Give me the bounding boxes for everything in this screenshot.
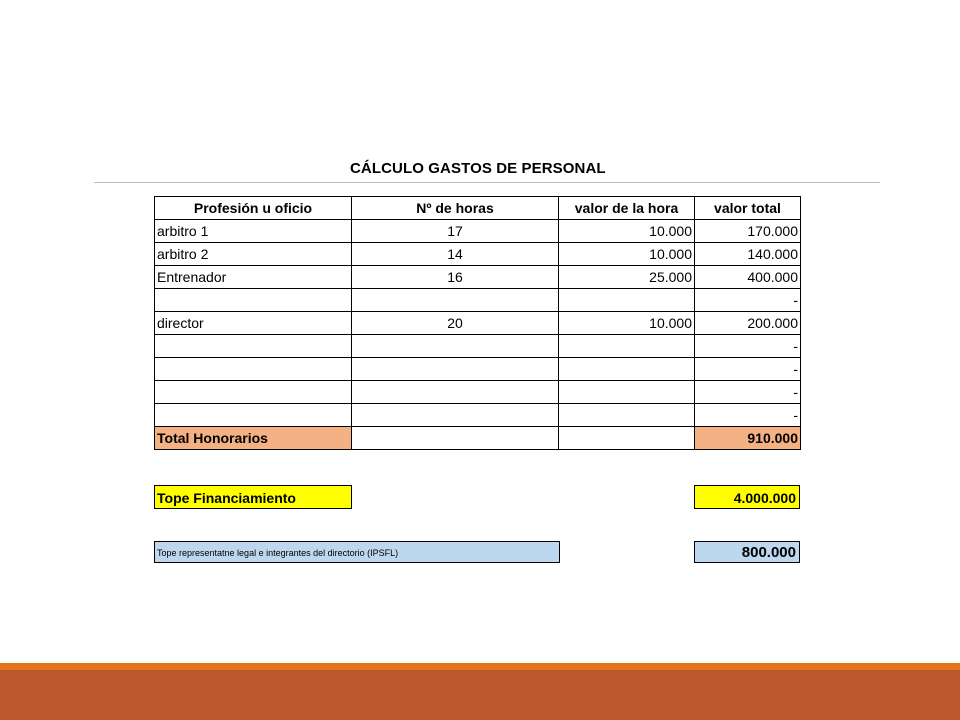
hours-cell[interactable] (352, 358, 559, 381)
hours-cell[interactable] (352, 381, 559, 404)
profession-cell[interactable]: director (155, 312, 352, 335)
hourly-rate-cell[interactable] (559, 358, 695, 381)
page-title: CÁLCULO GASTOS DE PERSONAL (350, 160, 606, 177)
hours-cell[interactable] (352, 335, 559, 358)
hourly-rate-cell[interactable]: 10.000 (559, 312, 695, 335)
table-row (155, 312, 801, 335)
footer-accent-stripe (0, 663, 960, 670)
table-row (155, 404, 801, 427)
table-row (155, 358, 801, 381)
hourly-rate-cell[interactable]: 10.000 (559, 220, 695, 243)
total-value-cell[interactable]: 200.000 (695, 312, 801, 335)
total-row (155, 427, 801, 450)
hourly-rate-cell[interactable]: 10.000 (559, 243, 695, 266)
hours-cell[interactable]: 17 (352, 220, 559, 243)
footer-bar (0, 670, 960, 720)
profession-cell[interactable] (155, 381, 352, 404)
profession-cell[interactable] (155, 335, 352, 358)
header-cell: valor total (695, 197, 801, 220)
table-row (155, 335, 801, 358)
total-value-cell[interactable]: 140.000 (695, 243, 801, 266)
hourly-rate-cell[interactable]: 25.000 (559, 266, 695, 289)
personnel-cost-table (154, 196, 801, 450)
total-value-cell[interactable]: - (695, 381, 801, 404)
title-divider (94, 182, 880, 183)
table-row (155, 289, 801, 312)
hourly-rate-cell[interactable] (559, 404, 695, 427)
total-value-cell[interactable]: - (695, 358, 801, 381)
total-honorarios-label: Total Honorarios (155, 427, 352, 450)
ipsfl-cap-value[interactable]: 800.000 (694, 541, 800, 563)
total-value-cell[interactable]: 170.000 (695, 220, 801, 243)
total-honorarios-value[interactable]: 910.000 (695, 427, 801, 450)
hours-cell[interactable] (352, 404, 559, 427)
total-value-cell[interactable]: - (695, 289, 801, 312)
profession-cell[interactable]: Entrenador (155, 266, 352, 289)
header-cell: Profesión u oficio (155, 197, 352, 220)
table-row (155, 220, 801, 243)
total-value-cell[interactable]: 400.000 (695, 266, 801, 289)
hours-cell[interactable]: 14 (352, 243, 559, 266)
hours-cell[interactable]: 16 (352, 266, 559, 289)
total-value-cell[interactable]: - (695, 404, 801, 427)
total-value-cell[interactable]: - (695, 335, 801, 358)
header-cell: Nº de horas (352, 197, 559, 220)
hourly-rate-cell[interactable] (559, 335, 695, 358)
hourly-rate-cell[interactable] (559, 289, 695, 312)
tope-financiamiento-label: Tope Financiamiento (154, 485, 352, 509)
profession-cell[interactable] (155, 358, 352, 381)
hours-cell[interactable]: 20 (352, 312, 559, 335)
header-cell: valor de la hora (559, 197, 695, 220)
table-row (155, 243, 801, 266)
profession-cell[interactable]: arbitro 1 (155, 220, 352, 243)
profession-cell[interactable]: arbitro 2 (155, 243, 352, 266)
table-row (155, 266, 801, 289)
ipsfl-cap-label: Tope representatne legal e integrantes del directorio (IPSFL) (154, 541, 560, 563)
hourly-rate-cell[interactable] (559, 381, 695, 404)
table-row (155, 381, 801, 404)
hours-cell[interactable] (352, 289, 559, 312)
profession-cell[interactable] (155, 404, 352, 427)
empty-cell[interactable] (559, 427, 695, 450)
header-row (155, 197, 801, 220)
profession-cell[interactable] (155, 289, 352, 312)
tope-financiamiento-value[interactable]: 4.000.000 (694, 485, 800, 509)
empty-cell[interactable] (352, 427, 559, 450)
